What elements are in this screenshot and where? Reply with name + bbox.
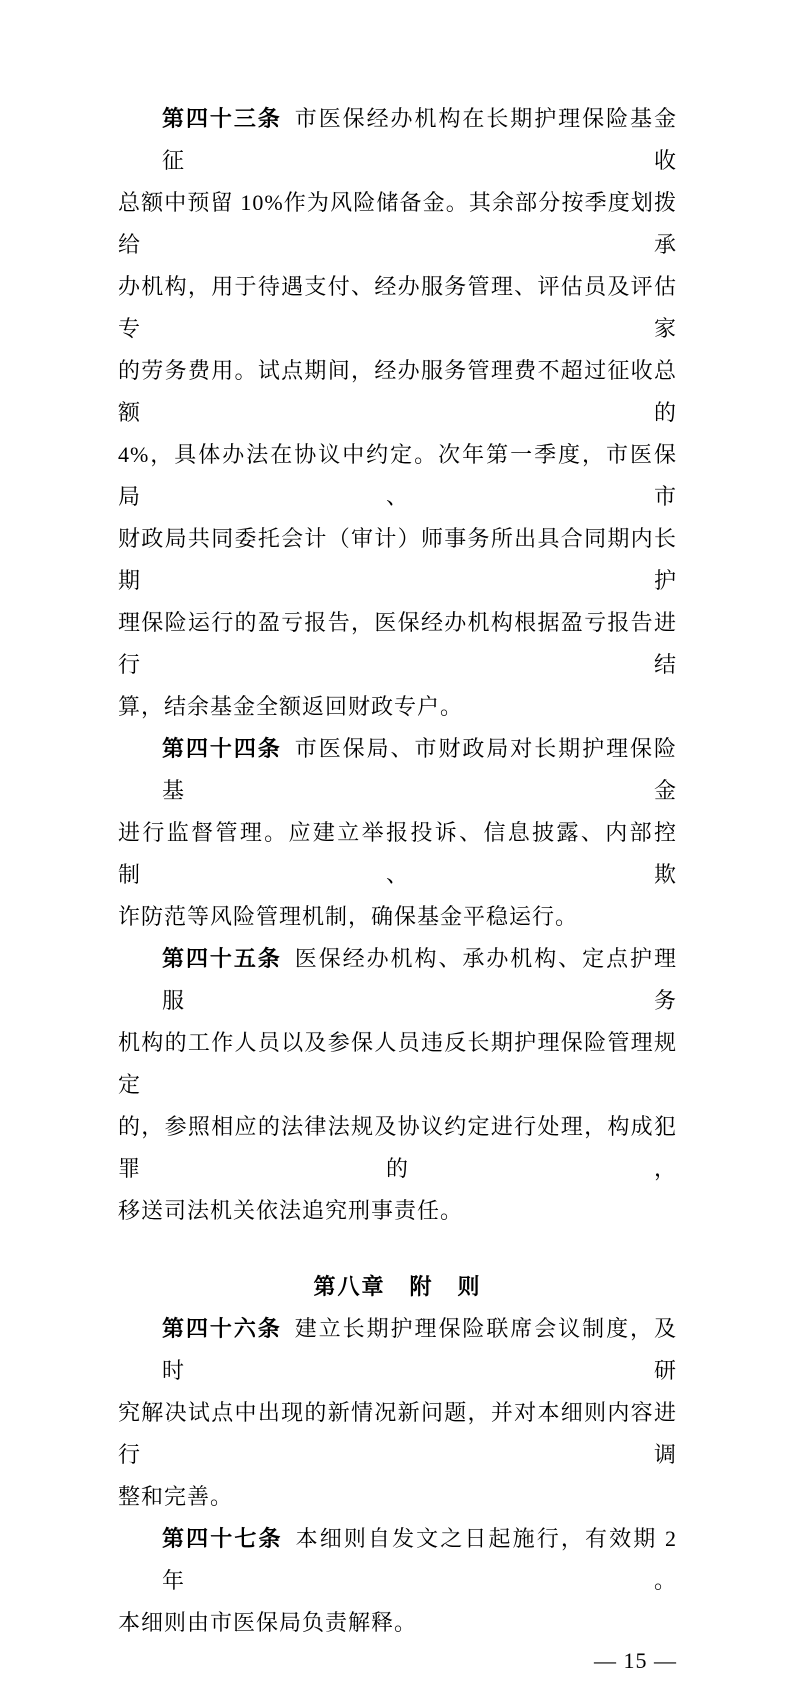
- article-47: [118, 1518, 677, 1644]
- text-line: [118, 98, 677, 182]
- article-45-lead: 医保经办机构、承办机构、定点护理服务: [162, 946, 677, 1013]
- text-line: 移送司法机关依法追究刑事责任。: [118, 1198, 464, 1223]
- article-46-lead: 建立长期护理保险联席会议制度，及时研: [162, 1316, 677, 1383]
- article-45-number: 第四十五条: [162, 946, 282, 971]
- article-44-number: 第四十四条: [162, 736, 282, 761]
- text-line: 办机构，用于待遇支付、经办服务管理、评估员及评估专家: [118, 274, 677, 341]
- article-45: [118, 938, 677, 1232]
- text-line: 究解决试点中出现的新情况新问题，并对本细则内容进行调: [118, 1400, 677, 1467]
- text-line: [118, 1308, 677, 1392]
- text-line: 总额中预留 10%作为风险储备金。其余部分按季度划拨给承: [118, 190, 677, 257]
- text-line: 理保险运行的盈亏报告，医保经办机构根据盈亏报告进行结: [118, 610, 677, 677]
- page-number: — 15 —: [594, 1648, 677, 1673]
- article-46-number: 第四十六条: [162, 1316, 282, 1341]
- article-43-lead: 市医保经办机构在长期护理保险基金征收: [162, 106, 677, 173]
- document-body: [118, 98, 677, 1682]
- article-43-number: 第四十三条: [162, 106, 282, 131]
- text-line: 算，结余基金全额返回财政专户。: [118, 694, 464, 719]
- article-44: [118, 728, 677, 938]
- text-line: 财政局共同委托会计（审计）师事务所出具合同期内长期护: [118, 526, 677, 593]
- text-line: 诈防范等风险管理机制，确保基金平稳运行。: [118, 904, 579, 929]
- text-line: 整和完善。: [118, 1484, 234, 1509]
- article-47-number: 第四十七条: [162, 1526, 283, 1551]
- text-line: 机构的工作人员以及参保人员违反长期护理保险管理规定: [118, 1030, 677, 1097]
- text-line: 的劳务费用。试点期间，经办服务管理费不超过征收总额的: [118, 358, 677, 425]
- article-47-lead: 本细则自发文之日起施行，有效期 2 年。: [162, 1526, 677, 1593]
- text-line: 进行监督管理。应建立举报投诉、信息披露、内部控制、欺: [118, 820, 677, 887]
- text-line: 的，参照相应的法律法规及协议约定进行处理，构成犯罪的，: [118, 1114, 677, 1181]
- chapter-8-heading: 第八章 附 则: [313, 1274, 482, 1299]
- text-line: [118, 938, 677, 1022]
- article-46: [118, 1308, 677, 1518]
- article-44-lead: 市医保局、市财政局对长期护理保险基金: [162, 736, 677, 803]
- article-43: [118, 98, 677, 728]
- text-line: 4%，具体办法在协议中约定。次年第一季度，市医保局、市: [118, 442, 677, 509]
- text-line: 本细则由市医保局负责解释。: [118, 1610, 418, 1635]
- text-line: [118, 728, 677, 812]
- text-line: [118, 1518, 677, 1602]
